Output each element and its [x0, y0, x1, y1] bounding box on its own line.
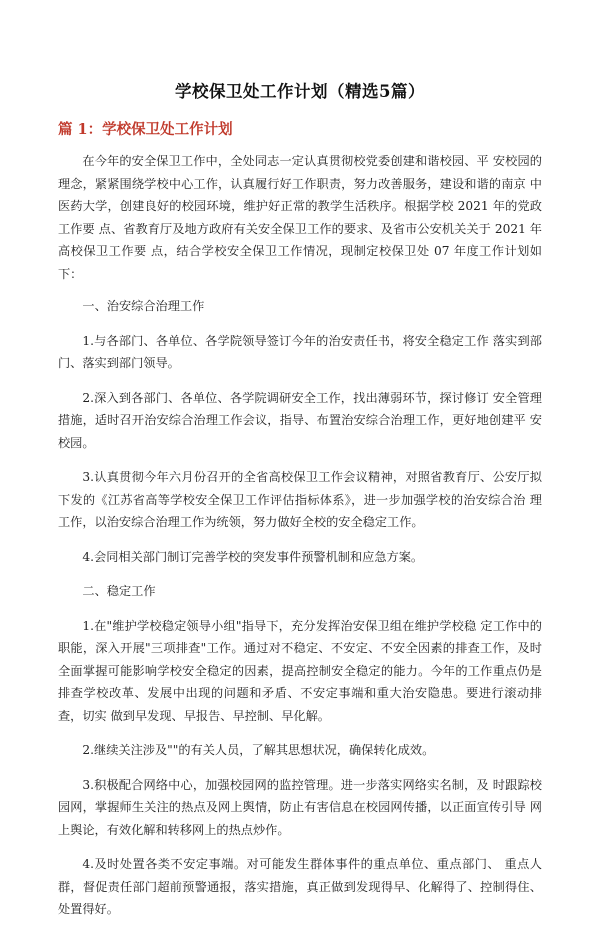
part2-item: 4.及时处置各类不安定事端。对可能发生群体事件的重点单位、重点部门、 重点人群，督促责任部门超前预警通报，落实措施，真正做到发现得早、化解得了、控制得住、 处置得好。: [58, 857, 542, 916]
part1-item: 3.认真贯彻今年六月份召开的全省高校保卫工作会议精神，对照省教育厅、公安厅拟下发的《江苏省高等学校安全保卫工作评估指标体系》，进一步加强学校的治安综合治 理工作，以治安综合治理工作为统领，努力做好全校的安全稳定工作。: [58, 470, 542, 529]
document-title: 学校保卫处工作计划（精选5篇）: [175, 82, 425, 101]
part2-item: 3.积极配合网络中心，加强校园网的监控管理。进一步落实网络实名制，及 时跟踪校园网，掌握师生关注的热点及网上舆情，防止有害信息在校园网传播，以正面宣传引导 网上舆论，有效化解和转移网上的热点炒作。: [58, 777, 542, 837]
section-heading: 篇 1：学校保卫处工作计划: [58, 121, 233, 138]
document-body: [58, 150, 542, 933]
intro-paragraph: 在今年的安全保卫工作中，全处同志一定认真贯彻校党委创建和谐校园、平 安校园的理念，紧紧围绕学校中心工作，认真履行好工作职责，努力改善服务，建设和谐的南京 中医药大学，创建良好的校园环境，维护好正常的教学生活秩序。根据学校 2021 年的党政工作要 点、省教育厅及地方政府有关安全保卫工作的要求、及省市公安机关关于 2021 年高校保卫工作要 点，结合学校安全保卫工作情况，现制定校保卫处 07 年度工作计划如下：: [58, 154, 542, 281]
part2-heading: 二、稳定工作: [82, 584, 156, 598]
part1-heading: 一、治安综合治理工作: [82, 299, 205, 313]
part1-item: 1.与各部门、各单位、各学院领导签订今年的治安责任书，将安全稳定工作 落实到部门、落实到部门领导。: [58, 333, 542, 370]
part1-item: 4.会同相关部门制订完善学校的突发事件预警机制和应急方案。: [82, 549, 424, 564]
part2-item: 2.继续关注涉及""的有关人员，了解其思想状况，确保转化成效。: [82, 743, 435, 757]
part2-item: 1.在"维护学校稳定领导小组"指导下，充分发挥治安保卫组在维护学校稳 定工作中的职能，深入开展"三项排查"工作。通过对不稳定、不安定、不安全因素的排查工作，及时全面掌握可能影响学校安全稳定的因素，提高控制安全稳定的能力。今年的工作重点仍是 排查学校改革、发展中出现的问题和矛盾、不安定事端和重大治安隐患。要进行滚动排查，切实 做到早发现、早报告、早控制、早化解。: [58, 618, 542, 723]
part1-item: 2.深入到各部门、各单位、各学院调研安全工作，找出薄弱环节，探讨修订 安全管理措施，适时召开治安综合治理工作会议，指导、布置治安综合治理工作，更好地创建平 安校园。: [58, 390, 542, 450]
